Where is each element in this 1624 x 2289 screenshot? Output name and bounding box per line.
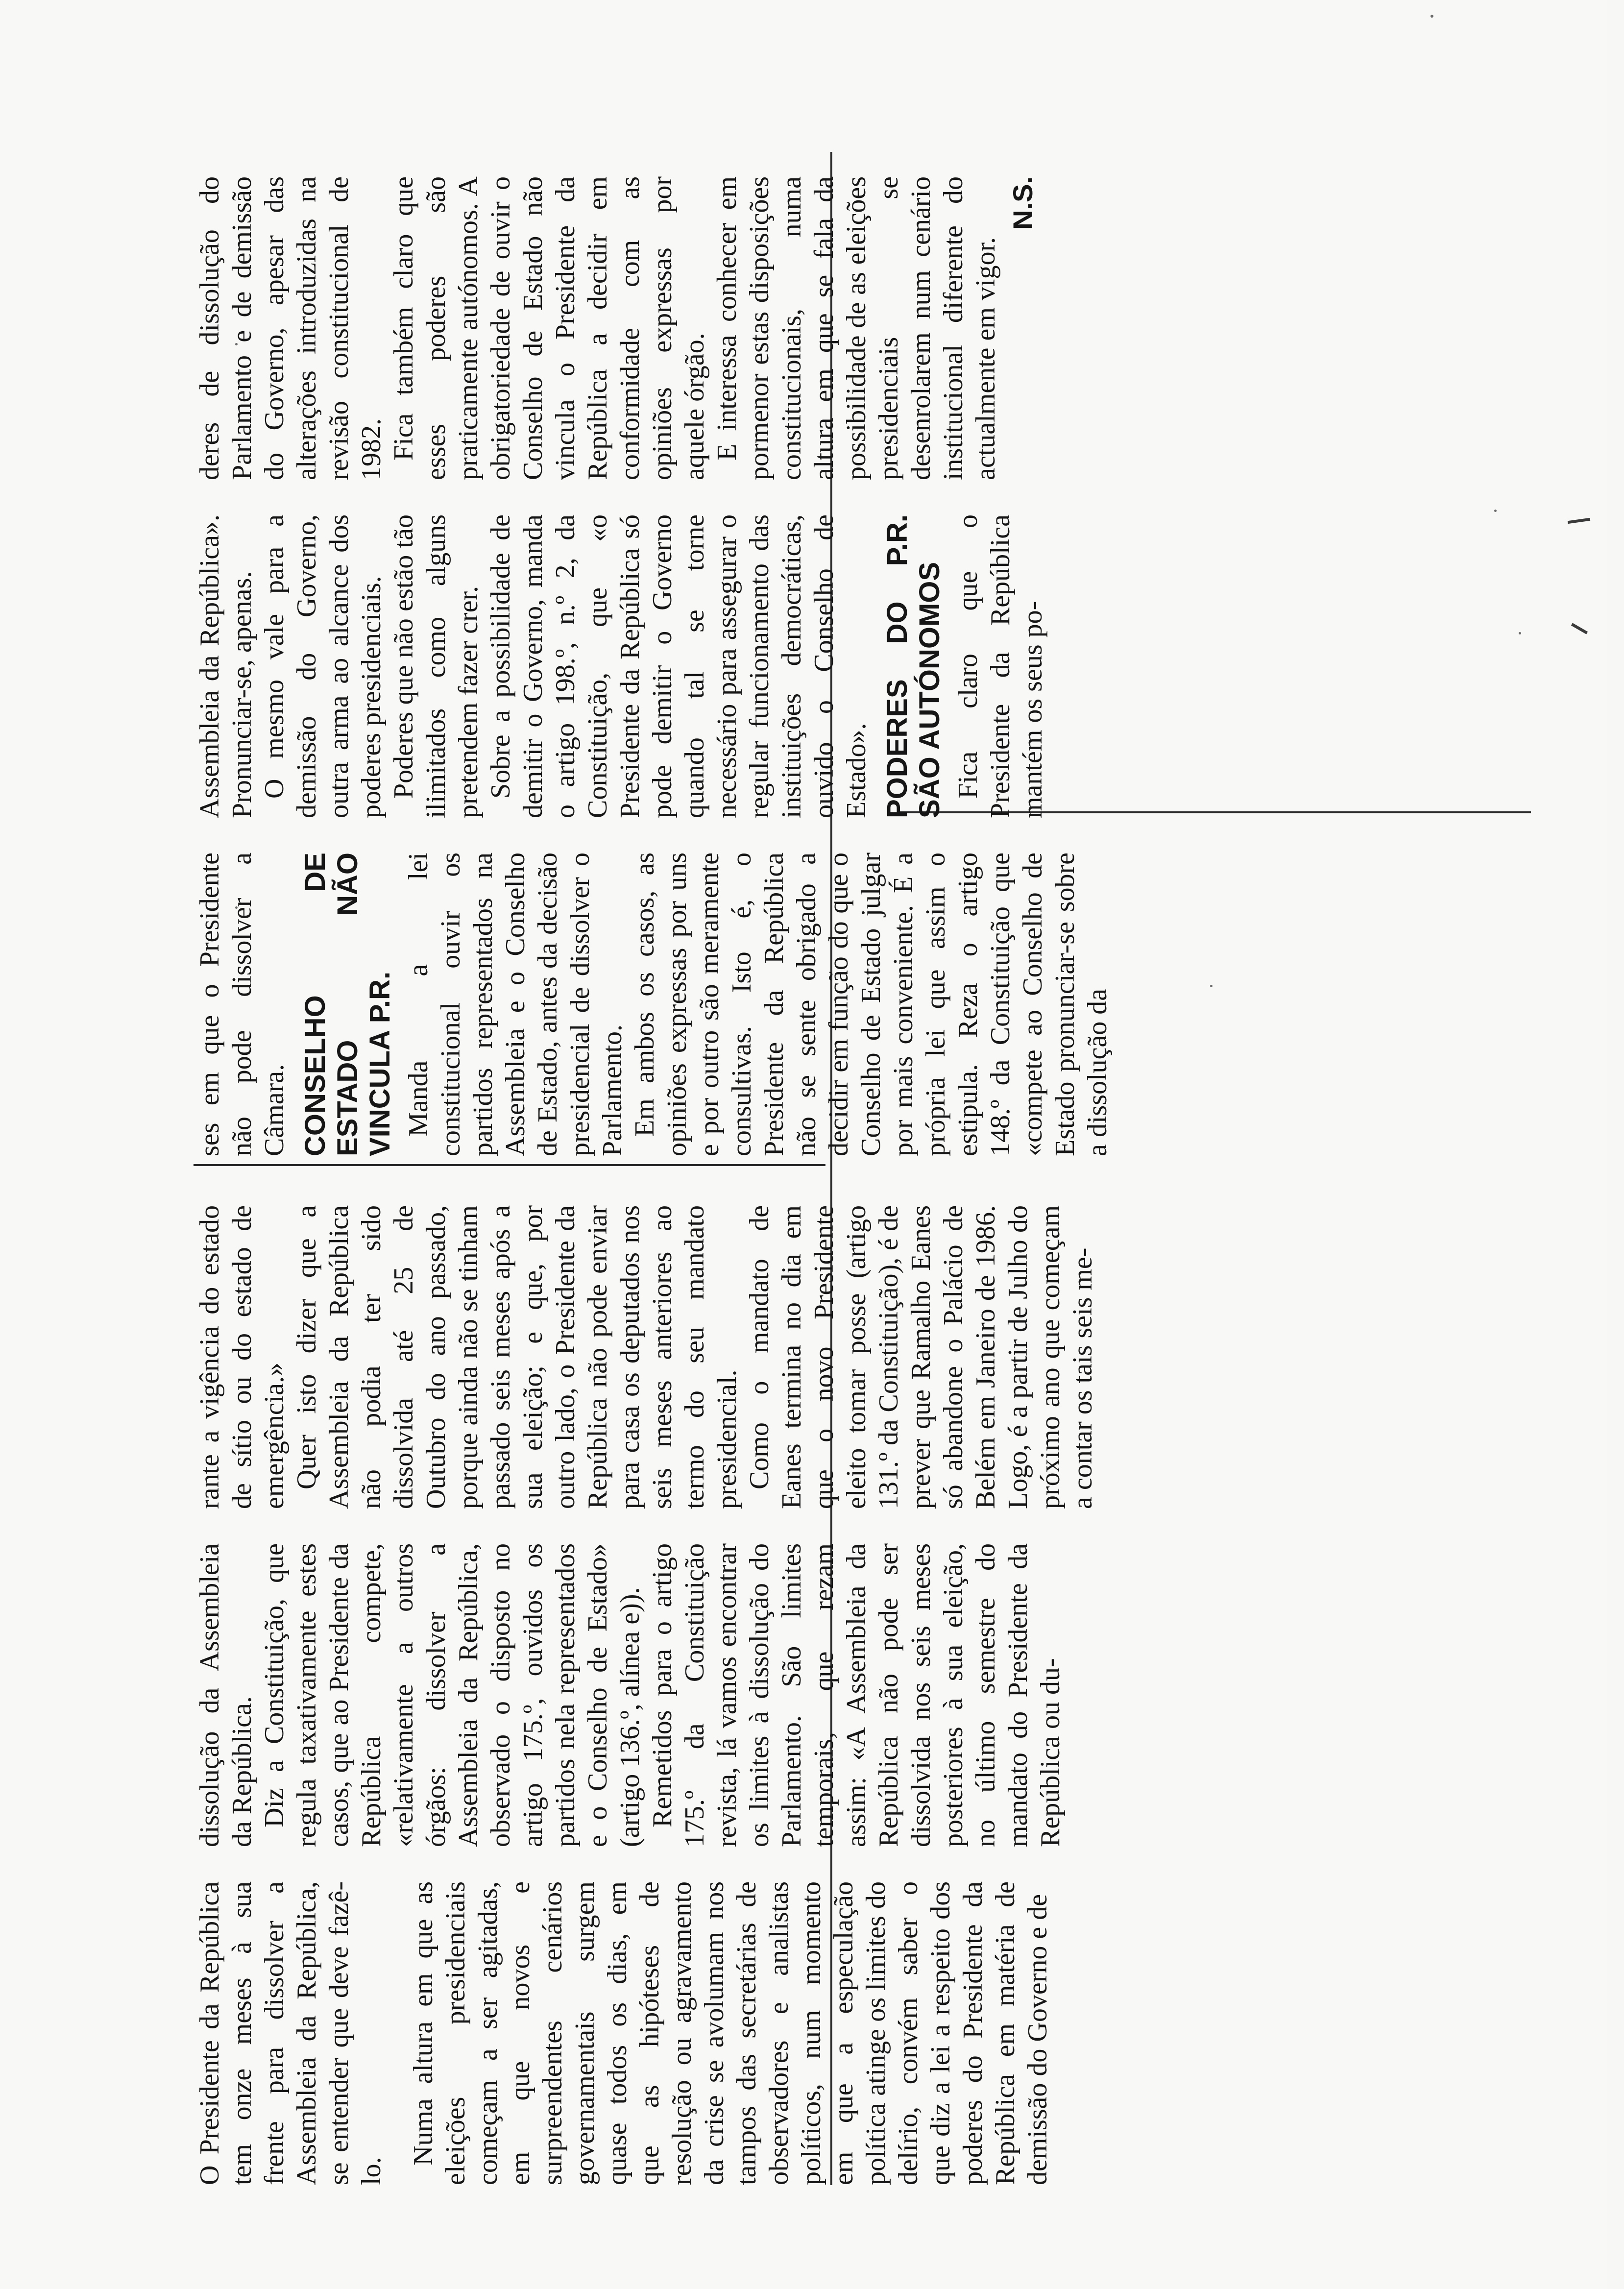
paragraph: Fica também claro que esses poderes são praticamente autónomos. A obrigatoriedade de ouvir o Conselho de Estado não vincula o Presidente da República a decidir em conformidade com as opiniões expressas por aquele órgão. bbox=[388, 176, 710, 480]
subheading: CONSELHO DE ESTADO NÃO VINCULA P.R. bbox=[299, 852, 396, 1156]
newspaper-clipping bbox=[194, 127, 1624, 2185]
article-column-1 bbox=[194, 1881, 1053, 2185]
paragraph: rante a vigência do estado de sítio ou do estado de emergência.» bbox=[194, 1205, 290, 1509]
column-rule bbox=[194, 1164, 825, 1166]
paragraph: Em ambos os casos, as opiniões expressas por uns e por outro são meramente consultivas. Isto é, o Presidente da República não se sente obrigado a decidir em função do que o Conselho de Estado julgar por mais conveniente. É a própria lei que assim o estipula. Reza o artigo 148.º da Constituição que «compete ao Conselho de Estado pronunciar-se sobre a dissolução da bbox=[630, 852, 1113, 1156]
article-column-3 bbox=[194, 1205, 1098, 1509]
paragraph: E interessa conhecer em pormenor estas disposições constitucionais, numa altura em que se fala da possibilidade de as eleições presidenciais se desenrolarem num cenário institucional diferente do actualmente em vigor. bbox=[712, 176, 1001, 480]
paragraph: Quer isto dizer que a Assembleia da República não podia ter sido dissolvida até 25 de Outubro do ano passado, porque ainda não se tinham passado seis meses após a sua eleição; e que, por outro lado, o Presidente da República não pode enviar para casa os deputados nos seis meses anteriores ao termo do seu mandato presidencial. bbox=[291, 1205, 742, 1509]
subheading: PODERES DO P.R. SÃO AUTÓNOMOS bbox=[881, 514, 945, 818]
author-signature: N.S. bbox=[1007, 176, 1038, 230]
paragraph: Sobre a possibilidade de demitir o Governo, manda o artigo 198.º, n.º 2, da Constituição, que «o Presidente da República só pode demitir o Governo quando tal se torne necessário para assegurar o regular funcionamento das instituições democráticas, ouvido o Conselho de Estado». bbox=[485, 514, 872, 818]
article-column-5 bbox=[194, 514, 1048, 818]
paragraph: Assembleia da República». Pronunciar-se, apenas. bbox=[194, 514, 257, 818]
paragraph: Remetidos para o artigo 175.º da Constituição revista, lá vamos encontrar os limites à dissolução do Parlamento. São limites temporais, que rezam assim: «A Assembleia da República não pode ser dissolvida nos seis meses posteriores à sua eleição, no último semestre do mandato do Presidente da República ou du- bbox=[647, 1543, 1066, 1847]
paragraph: Como o mandato de Eanes termina no dia em que o novo Presidente eleito tomar posse (artigo 131.º da Constituição), é de prever que Ramalho Eanes só abandone o Palácio de Belém em Janeiro de 1986. Logo, é a partir de Julho do próximo ano que começam a contar os tais seis me- bbox=[744, 1205, 1098, 1509]
paragraph: dissolução da Assembleia da República. bbox=[194, 1543, 257, 1847]
paragraph: deres de dissolução do Parlamento e de demissão do Governo, apesar das alterações introduzidas na revisão constitucional de 1982. bbox=[194, 176, 387, 480]
scan-speck bbox=[1430, 15, 1433, 18]
paragraph: Diz a Constituição, que regula taxativamente estes casos, que ao Presidente da República compete, «relativamente a outros órgãos: dissolver a Assembleia da República, observado o disposto no artigo 175.º, ouvidos os partidos nela representados e o Conselho de Estado» (artigo 136.º, alínea e)). bbox=[259, 1543, 645, 1847]
article-column-6 bbox=[194, 176, 1038, 480]
paragraph: O mesmo vale para a demissão do Governo, outra arma ao alcance dos poderes presidenciais. bbox=[259, 514, 387, 818]
paragraph: ses em que o Presidente não pode dissolver a Câmara. bbox=[194, 852, 290, 1156]
article-column-2 bbox=[194, 1543, 1066, 1847]
article-column-4 bbox=[194, 852, 1113, 1156]
paragraph: Fica claro que o Presidente da República mantém os seus po- bbox=[953, 514, 1048, 818]
paragraph: Manda a lei constitucional ouvir os partidos representados na Assembleia e o Conselho de Estado, antes da decisão presidencial de dissolver o Parlamento. bbox=[403, 852, 628, 1156]
paragraph: Numa altura em que as eleições presidenciais começam a ser agitadas, em que novos e surpreendentes cenários governamentais surgem quase todos os dias, em que as hipóteses de resolução ou agravamento da crise se avolumam nos tampos das secretárias de observadores e analistas políticos, num momento em que a especulação política atinge os limites do delírio, convém saber o que diz a lei a respeito dos poderes do Presidente da República em matéria de demissão do Governo e de bbox=[408, 1881, 1053, 2185]
paragraph: Poderes que não estão tão ilimitados como alguns pretendem fazer crer. bbox=[388, 514, 484, 818]
paragraph: O Presidente da República tem onze meses à sua frente para dissolver a Assembleia da República, se entender que deve fazê-lo. bbox=[194, 1881, 387, 2185]
